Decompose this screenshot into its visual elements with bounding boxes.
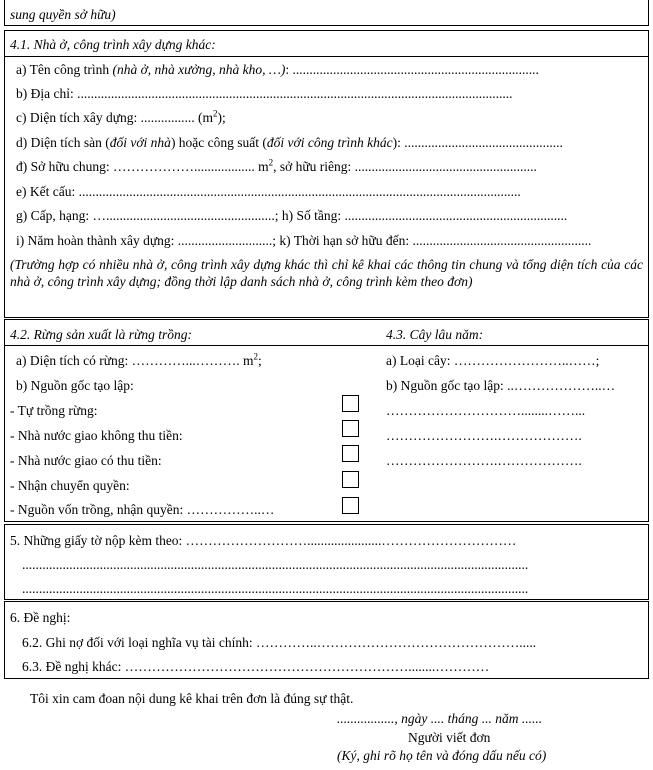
forest-origin-option-capital: - Nguồn vốn trồng, nhận quyền: ……………..… xyxy=(10,502,275,517)
field-tree-origin[interactable]: b) Nguồn gốc tạo lập: ..………………..… xyxy=(386,378,616,393)
field-construction-area[interactable]: c) Diện tích xây dựng: ................ $(m^2)$; xyxy=(16,108,226,125)
field-ownership[interactable]: đ) Sở hữu chung: ……………….................. $m^2$, sở hữu riêng: ...................................................... xyxy=(16,157,537,174)
field-year-term[interactable]: i) Năm hoàn thành xây dựng: ............................; k) Thời hạn sở hữu đến: ..................................................... xyxy=(16,233,592,248)
field-forest-area[interactable]: a) Diện tích có rừng: …………...………. $m^2$; xyxy=(16,351,262,368)
field-structure[interactable]: e) Kết cấu: ................................................................................................................................... xyxy=(16,184,521,199)
section-4-1-note: (Trường hợp có nhiều nhà ở, công trình xây dựng khác thì chỉ kê khai các thông tin chung và tổng diện tích của các nhà ở, công trình xây dựng; đồng thời lập danh sách nhà ở, công trình kèm theo đơn) xyxy=(10,257,643,289)
forest-origin-option-transfer: - Nhận chuyển quyền: xyxy=(10,478,130,493)
section-4-2-heading: 4.2. Rừng sản xuất là rừng trồng: xyxy=(10,327,192,342)
section-6-heading: 6. Đề nghị: xyxy=(10,610,71,625)
section-4-2-heading-divider xyxy=(4,345,649,346)
forest-origin-option-state-free: - Nhà nước giao không thu tiền: xyxy=(10,428,183,443)
field-tree-type[interactable]: a) Loại cây: ……………………..……; xyxy=(386,353,600,368)
tree-origin-line-3[interactable]: …………………….………………. xyxy=(386,453,582,468)
section-4-1-heading-divider xyxy=(4,56,649,57)
field-financial-debt[interactable]: 6.2. Ghi nợ đối với loại nghĩa vụ tài chính: …………..………………………………………..... xyxy=(22,635,537,650)
field-grade-floors[interactable]: g) Cấp, hạng: …..................................................; h) Số tầng: .................................................................. xyxy=(16,208,568,223)
forest-origin-option-self-planted: - Tự trồng rừng: xyxy=(10,403,98,418)
field-address[interactable]: b) Địa chỉ: ................................................................................................................................. xyxy=(16,86,513,101)
section-4-1-heading: 4.1. Nhà ở, công trình xây dựng khác: xyxy=(10,37,216,52)
checkbox-capital[interactable] xyxy=(342,497,359,514)
field-building-name[interactable]: a) Tên công trình (nhà ở, nhà xưởng, nhà kho, …): ......................................................................... xyxy=(16,62,539,77)
attached-documents-line-2[interactable]: ...................................................................................................................................................... xyxy=(22,581,529,596)
checkbox-state-paid[interactable] xyxy=(342,445,359,462)
tree-origin-line-1[interactable]: …………………………........……... xyxy=(386,403,586,418)
commitment-statement: Tôi xin cam đoan nội dung kê khai trên đơn là đúng sự thật. xyxy=(30,691,354,706)
tree-origin-line-2[interactable]: …………………….………………. xyxy=(386,428,582,443)
checkbox-self-planted[interactable] xyxy=(342,395,359,412)
section-4-3-heading: 4.3. Cây lâu năm: xyxy=(386,327,484,342)
attached-documents-line-1[interactable]: ...................................................................................................................................................... xyxy=(22,557,529,572)
field-other-request[interactable]: 6.3. Đề nghị khác: ………………………………………………………........………… xyxy=(22,659,490,674)
checkbox-transfer[interactable] xyxy=(342,471,359,488)
date-line[interactable]: ................., ngày .... tháng ... năm ...... xyxy=(337,711,543,726)
field-attached-documents[interactable]: 5. Những giấy tờ nộp kèm theo: ………………………......................………………………… xyxy=(10,533,517,548)
forest-origin-option-state-paid: - Nhà nước giao có thu tiền: xyxy=(10,453,162,468)
forest-origin-label: b) Nguồn gốc tạo lập: xyxy=(16,378,134,393)
signature-instruction: (Ký, ghi rõ họ tên và đóng dấu nếu có) xyxy=(337,748,547,763)
top-continuation-text: sung quyền sở hữu) xyxy=(10,7,116,22)
checkbox-state-free[interactable] xyxy=(342,420,359,437)
field-floor-area[interactable]: d) Diện tích sàn (đối với nhà) hoặc công suất (đối với công trình khác): ............................................... xyxy=(16,135,563,150)
signer-label: Người viết đơn xyxy=(408,730,491,745)
